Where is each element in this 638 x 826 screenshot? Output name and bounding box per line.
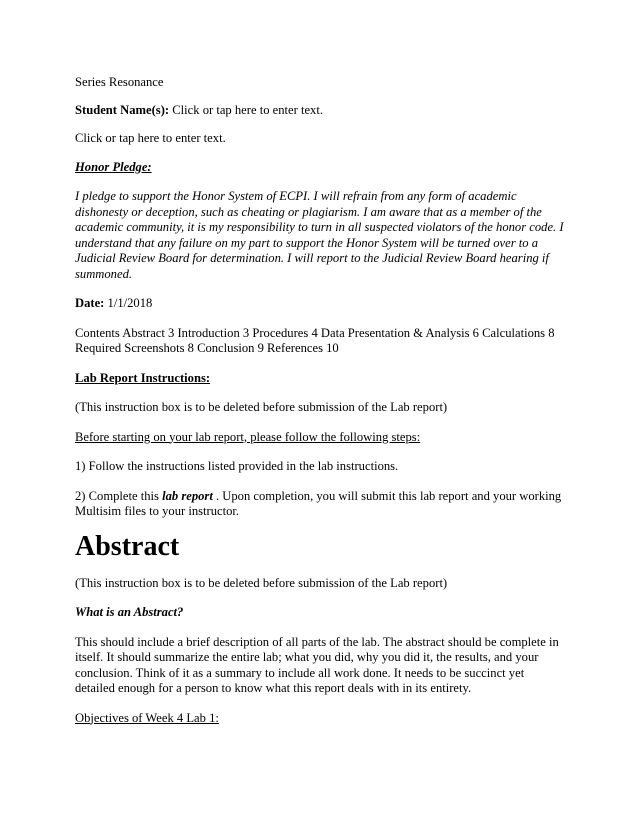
- student-name-field[interactable]: Click or tap here to enter text.: [172, 102, 323, 117]
- document-body: [75, 75, 565, 726]
- second-name-field[interactable]: Click or tap here to enter text.: [75, 131, 226, 145]
- objectives-heading: Objectives of Week 4 Lab 1:: [75, 710, 219, 725]
- lab-instructions-heading: Lab Report Instructions:: [75, 370, 211, 385]
- date-line: [75, 296, 565, 312]
- instruction-note-2: (This instruction box is to be deleted before submission of the Lab report): [75, 575, 448, 590]
- abstract-heading: Abstract: [75, 530, 180, 562]
- student-name-line: [75, 103, 565, 119]
- date-label: Date:: [75, 296, 105, 310]
- step-2-bold: lab report: [162, 488, 213, 503]
- student-name-label: Student Name(s):: [75, 102, 170, 117]
- honor-pledge-text: I pledge to support the Honor System of ECPI. I will refrain from any form of academic dishonesty or deception, such as cheating or plagiarism. I am aware that as a member of the academic community, it is my responsibility to turn in all suspected violators of the honor code. I understand that any failure on my part to support the Honor System will be turned over to a Judicial Review Board for determination. I will report to the Judicial Review Board hearing if summoned.: [75, 189, 564, 281]
- honor-pledge-heading: Honor Pledge:: [75, 159, 152, 174]
- before-starting-text: Before starting on your lab report, please follow the following steps:: [75, 429, 421, 444]
- step-2-prefix: 2) Complete this: [75, 488, 163, 503]
- abstract-body: This should include a brief description of all parts of the lab. The abstract should be complete in itself. It should summarize the entire lab; what you did, why you did it, the results, and your conclusion. Think of it as a summary to include all work done. It needs to be succinct yet detailed enough for a person to know what this report deals with in its entirety.: [75, 634, 559, 695]
- step-2: [75, 489, 565, 520]
- document-title: Series Resonance: [75, 75, 164, 89]
- instruction-note: (This instruction box is to be deleted before submission of the Lab report): [75, 400, 448, 414]
- date-value[interactable]: 1/1/2018: [107, 296, 153, 310]
- step-2-suffix: . Upon completion, you will submit this lab report and your working Multisim files to your instructor.: [75, 488, 562, 518]
- step-1: 1) Follow the instructions listed provided in the lab instructions.: [75, 459, 399, 473]
- what-is-abstract: What is an Abstract?: [75, 605, 184, 619]
- table-of-contents: Contents Abstract 3 Introduction 3 Procedures 4 Data Presentation & Analysis 6 Calculations 8 Required Screenshots 8 Conclusion 9 References 10: [75, 325, 555, 355]
